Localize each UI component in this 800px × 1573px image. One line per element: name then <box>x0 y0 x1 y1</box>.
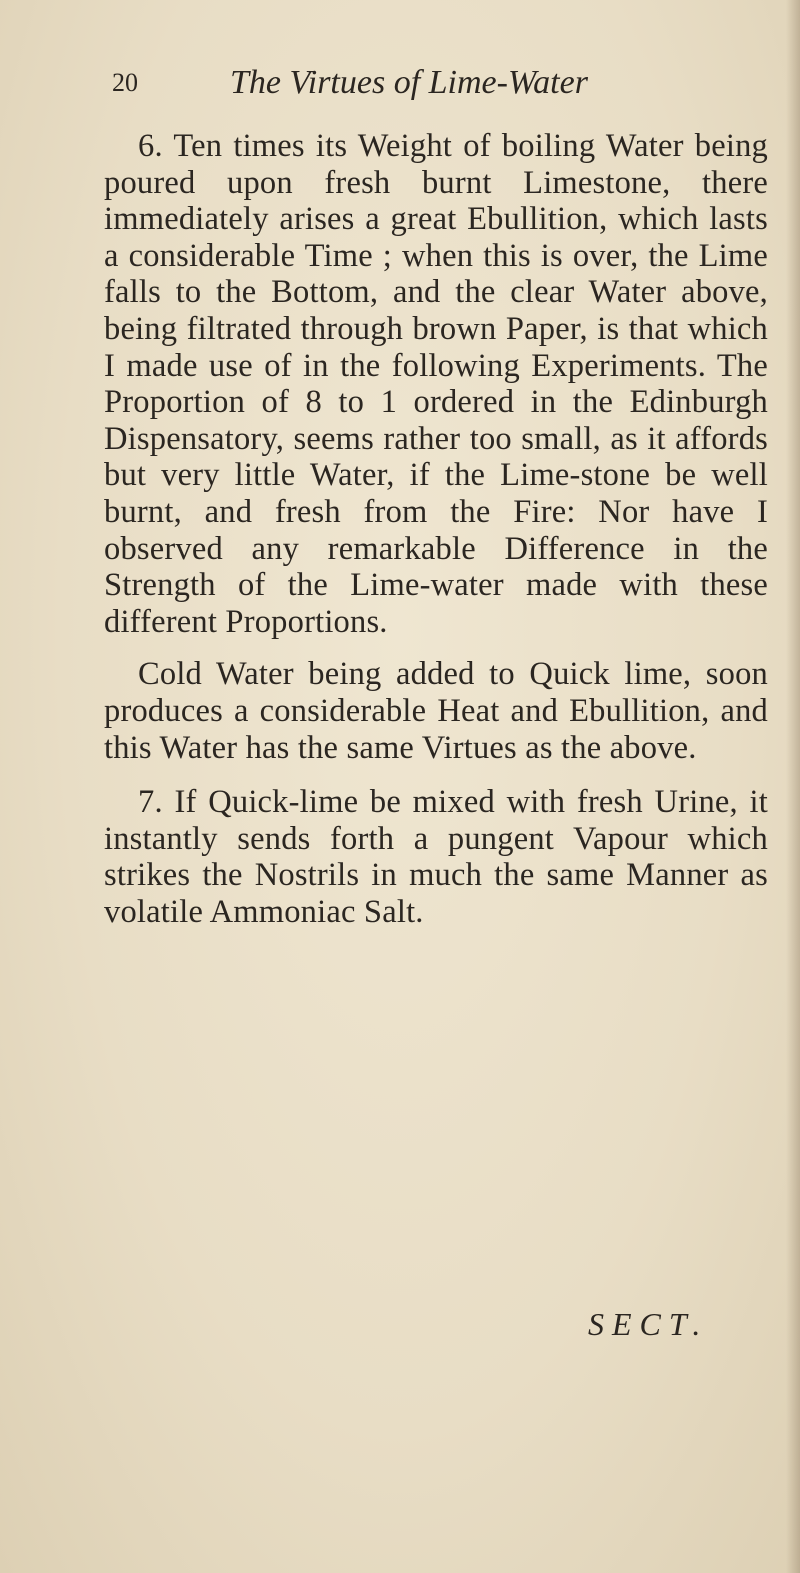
page-header <box>112 64 692 114</box>
page-edge-shadow <box>786 0 800 1573</box>
page-number: 20 <box>112 68 138 97</box>
body-text <box>104 128 768 930</box>
catchword: SECT. <box>588 1306 709 1342</box>
running-title: The Virtues of Lime-Water <box>230 64 588 101</box>
paragraph-7: 7. If Quick-lime be mixed with fresh Urine, it instantly sends forth a pungent Vapour which strikes the Nostrils in much the same Manner as volatile Ammoniac Salt. <box>104 784 768 930</box>
paragraph-cold-water: Cold Water being added to Quick lime, soon produces a considerable Heat and Ebullition, and this Water has the same Virtues as the above. <box>104 656 768 766</box>
paragraph-6: 6. Ten times its Weight of boiling Water being poured upon fresh burnt Limestone, there immediately arises a great Ebullition, which lasts a considerable Time ; when this is over, the Lime falls to the Bottom, and the clear Water above, being filtrated through brown Paper, is that which I made use of in the following Experiments. The Proportion of 8 to 1 ordered in the Edinburgh Dispensatory, seems rather too small, as it affords but very little Water, if the Lime-stone be well burnt, and fresh from the Fire: Nor have I observed any remarkable Difference in the Strength of the Lime-water made with these different Proportions. <box>104 128 768 640</box>
